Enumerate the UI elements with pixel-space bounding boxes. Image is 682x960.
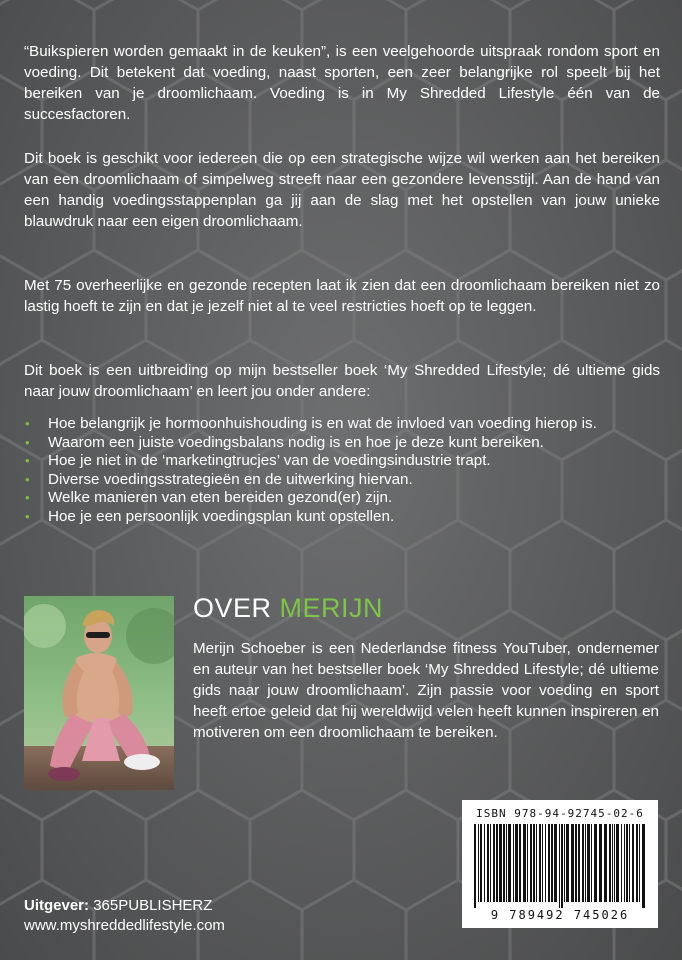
intro-paragraph-4: Dit boek is een uitbreiding op mijn bestseller boek ‘My Shredded Lifestyle; dé ultieme gids naar jouw droomlichaam’ en leert jou onder andere:	[24, 362, 660, 400]
barcode-number: 9 789492 745026	[490, 908, 630, 922]
bullet-icon: •	[25, 434, 30, 450]
about-author-title: OVER MERIJN	[193, 593, 384, 623]
author-photo	[24, 596, 174, 790]
website-url: www.myshreddedlifestyle.com	[24, 917, 225, 934]
topics-list	[24, 415, 664, 527]
list-item: • Waarom een juiste voedingsbalans nodig is en hoe je deze kunt bereiken.	[25, 433, 544, 451]
bullet-icon: •	[25, 490, 30, 506]
isbn-barcode	[462, 800, 658, 928]
isbn-label: ISBN 978-94-92745-02-6	[476, 807, 644, 820]
intro-paragraph-2: Dit boek is geschikt voor iedereen die op een strategische wijze wil werken aan het bereiken van een droomlichaam of simpelweg streeft naar een gezondere levensstijl. Aan de hand van een handig voedingsstappenplan ga jij aan de slag met het opstellen van jouw unieke blauwdruk naar een eigen droomlichaam.	[24, 150, 660, 230]
author-bio: Merijn Schoeber is een Nederlandse fitness YouTuber, ondernemer en auteur van het bestseller boek ‘My Shredded Lifestyle; dé ultieme gids naar jouw droomlichaam’. Zijn passie voor voeding en sport heeft ertoe geleid dat hij wereldwijd velen heeft kunnen inspireren en motiveren om een droomlichaam te bereiken.	[193, 640, 659, 741]
list-item: • Hoe je een persoonlijk voedingsplan kunt opstellen.	[25, 507, 395, 525]
bullet-icon: •	[25, 453, 30, 469]
intro-paragraph-1: “Buikspieren worden gemaakt in de keuken”, is een veelgehoorde uitspraak rondom sport en voeding. Dit betekent dat voeding, naast sporten, een zeer belangrijke rol speelt bij het bereiken van je droomlichaam. Voeding is in My Shredded Lifestyle één van de succesfactoren.	[24, 43, 660, 123]
list-item: • Hoe belangrijk je hormoonhuishouding is en wat de invloed van voeding hierop is.	[25, 415, 597, 432]
bullet-icon: •	[25, 471, 30, 487]
bullet-icon: •	[25, 416, 30, 431]
barcode-bars	[474, 824, 646, 908]
intro-paragraph-3: Met 75 overheerlijke en gezonde recepten laat ik zien dat een droomlichaam bereiken niet zo lastig hoeft te zijn en dat je jezelf niet al te veel restricties hoeft op te leggen.	[24, 277, 660, 315]
publisher-line: Uitgever: 365PUBLISHERZ	[24, 897, 213, 914]
list-item: • Hoe je niet in de ‘marketingtrucjes’ van de voedingsindustrie trapt.	[25, 452, 491, 470]
bullet-icon: •	[25, 508, 30, 524]
list-item: • Welke manieren van eten bereiden gezond(er) zijn.	[25, 489, 393, 507]
list-item: • Diverse voedingsstrategieën en de uitwerking hiervan.	[25, 470, 413, 488]
